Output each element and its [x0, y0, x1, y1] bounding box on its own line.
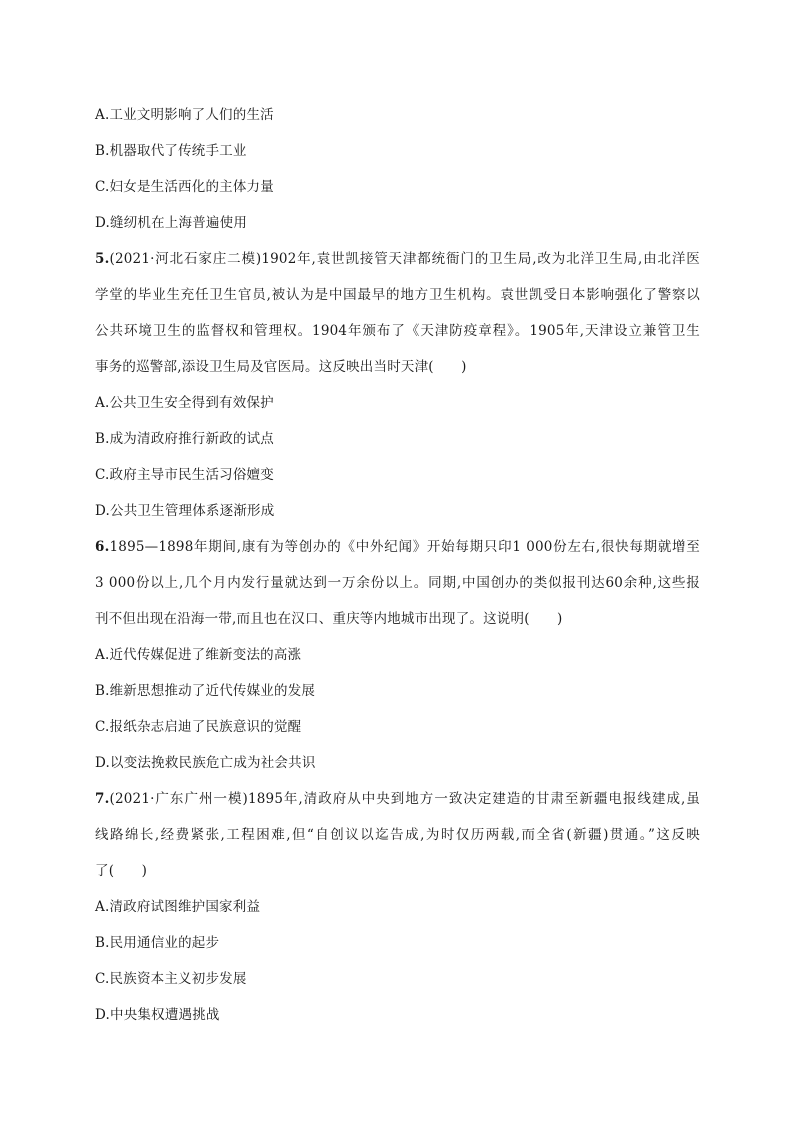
q6-option-a: A.近代传媒促进了维新变法的高涨 — [95, 647, 302, 663]
q7-option-d: D.中央集权遭遇挑战 — [95, 1007, 220, 1023]
q5-option-d: D.公共卫生管理体系逐渐形成 — [95, 503, 275, 519]
q7-option-c: C.民族资本主义初步发展 — [95, 971, 247, 987]
q7-stem-line-1 — [95, 790, 700, 808]
q7-stem-text-1: (2021·广东广州一模)1895年,清政府从中央到地方一致决定建造的甘肃至新疆电报线建成,虽 — [109, 791, 700, 807]
q6-stem-line-1 — [95, 538, 700, 556]
q5-option-c: C.政府主导市民生活习俗嬗变 — [95, 467, 274, 483]
q5-number: 5. — [95, 251, 110, 267]
q6-option-c: C.报纸杂志启迪了民族意识的觉醒 — [95, 719, 302, 735]
q5-option-a: A.公共卫生安全得到有效保护 — [95, 395, 274, 411]
q5-stem-line-1 — [95, 250, 700, 268]
q5-stem-line-2: 学堂的毕业生充任卫生官员,被认为是中国最早的地方卫生机构。袁世凯受日本影响强化了警察以 — [95, 287, 700, 303]
q6-option-b: B.维新思想推动了近代传媒业的发展 — [95, 683, 316, 699]
q6-option-d: D.以变法挽救民族危亡成为社会共识 — [95, 755, 316, 771]
q5-stem-text-1: (2021·河北石家庄二模)1902年,袁世凯接管天津都统衙门的卫生局,改为北洋卫生局,由北洋医 — [109, 251, 700, 267]
q4-option-b: B.机器取代了传统手工业 — [95, 143, 247, 159]
q7-option-b: B.民用通信业的起步 — [95, 935, 220, 951]
q6-number: 6. — [95, 539, 110, 555]
q7-stem-line-2: 线路绵长,经费紧张,工程困难,但“自创议以迄告成,为时仅历两载,而全省(新疆)贯通。”这反映 — [95, 827, 700, 843]
q6-stem-line-2: 3 000份以上,几个月内发行量就达到一万余份以上。同期,中国创办的类似报刊达60余种,这些报 — [95, 575, 700, 591]
q5-stem-line-4: 事务的巡警部,添设卫生局及官医局。这反映出当时天津( ) — [95, 359, 467, 375]
q7-stem-line-3: 了( ) — [95, 863, 148, 879]
q7-option-a: A.清政府试图维护国家利益 — [95, 899, 261, 915]
q4-option-a: A.工业文明影响了人们的生活 — [95, 107, 274, 123]
q5-stem-line-3: 公共环境卫生的监督权和管理权。1904年颁布了《天津防疫章程》。1905年,天津设立兼管卫生 — [95, 323, 700, 339]
q6-stem-text-1: 1895—1898年期间,康有为等创办的《中外纪闻》开始每期只印1 000份左右,很快每期就增至 — [109, 539, 700, 555]
q6-stem-line-3: 刊不但出现在沿海一带,而且也在汉口、重庆等内地城市出现了。这说明( ) — [95, 611, 563, 627]
q7-number: 7. — [95, 791, 110, 807]
q4-option-d: D.缝纫机在上海普遍使用 — [95, 215, 248, 231]
q4-option-c: C.妇女是生活西化的主体力量 — [95, 179, 274, 195]
q5-option-b: B.成为清政府推行新政的试点 — [95, 431, 275, 447]
